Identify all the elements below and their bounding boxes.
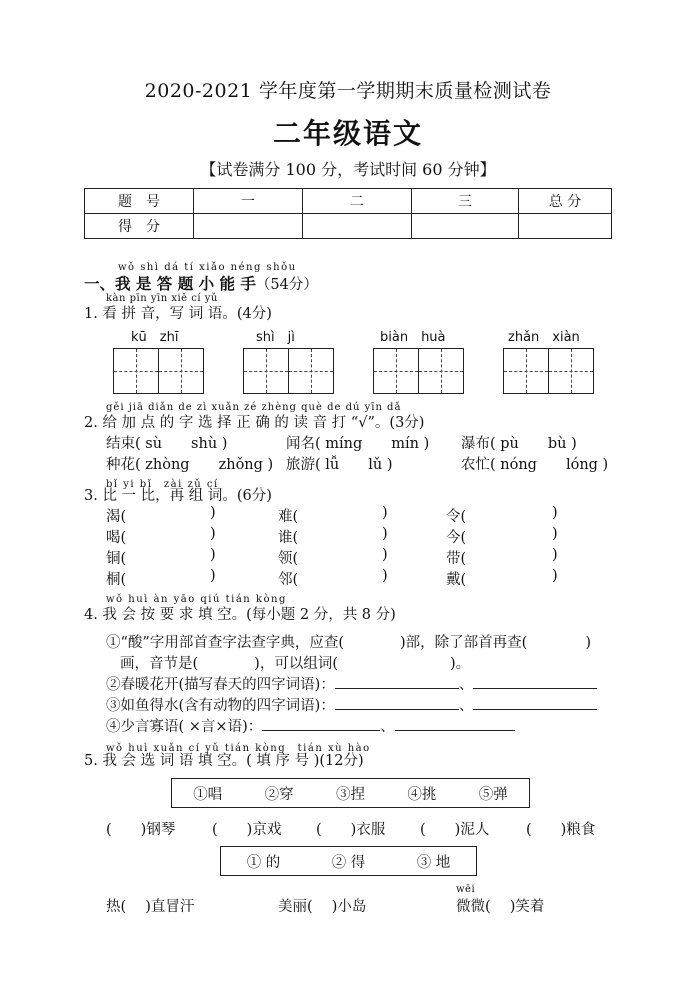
- q3-text: 3. 比 一 比，再 组 词。(6分): [84, 488, 272, 504]
- table-cell: 二: [303, 189, 412, 214]
- table-row: [85, 214, 612, 239]
- q3-item[interactable]: 桐(: [106, 572, 127, 588]
- q5-pinyin: wǒ huì xuǎn cí yǔ tián kòng tián xù hào: [106, 743, 371, 754]
- q3-item[interactable]: 渴(: [106, 509, 127, 525]
- q3-close: ): [382, 568, 388, 584]
- q4-line4: ③如鱼得水(含有动物的四字词语)： 、: [106, 694, 597, 715]
- table-row: [85, 189, 612, 214]
- word-options-box: [171, 778, 530, 808]
- q3-item[interactable]: 令(: [446, 509, 467, 525]
- particle-option: ② 得: [331, 854, 366, 871]
- section1-points: （54分）: [255, 277, 318, 293]
- fill-item[interactable]: ( )泥人: [420, 822, 490, 838]
- q3-close: ): [210, 547, 216, 563]
- q1-pinyin: kàn pīn yīn xiě cí yǔ: [106, 293, 218, 304]
- writing-grid[interactable]: [113, 348, 204, 394]
- q3-close: ): [382, 526, 388, 542]
- answer-blank[interactable]: [473, 674, 597, 689]
- q3-close: ): [210, 505, 216, 521]
- writing-grid[interactable]: [243, 348, 334, 394]
- q3-close: ): [552, 547, 558, 563]
- q1-pinyin-word: biàn huà: [380, 330, 446, 345]
- exam-title: 2020-2021 学年度第一学期期末质量检测试卷: [144, 80, 552, 102]
- q2-option[interactable]: 旅游( lǚ lǔ ): [286, 457, 393, 473]
- answer-blank[interactable]: [262, 716, 380, 731]
- particle-options-box: [220, 846, 477, 876]
- word-option: ⑤弹: [478, 786, 508, 803]
- q3-close: ): [382, 547, 388, 563]
- q3-item[interactable]: 难(: [278, 509, 299, 525]
- table-cell: 题 号: [85, 189, 194, 214]
- q2-option[interactable]: 闻名( míng mín ): [286, 436, 430, 452]
- q4-line5: ④少言寡语( ×言×语)： 、: [106, 715, 515, 736]
- q2-pinyin: gěi jiā diǎn de zì xuǎn zé zhèng què de dú yīn dǎ: [106, 402, 402, 413]
- fill-item[interactable]: 微微( )笑着: [456, 899, 545, 915]
- fill-item[interactable]: ( )衣服: [316, 822, 386, 838]
- answer-blank[interactable]: [473, 695, 597, 710]
- q4-line3: ②春暖花开(描写春天的四字词语)： 、: [106, 673, 597, 694]
- q1-pinyin-word: kū zhī: [131, 330, 179, 345]
- writing-grid[interactable]: [373, 348, 464, 394]
- q3-close: ): [552, 505, 558, 521]
- q5-text: 5. 我 会 选 词 语 填 空。( 填 序 号 )(12分): [84, 753, 364, 769]
- q4-pinyin: wǒ huì àn yāo qiú tián kòng: [106, 594, 287, 605]
- word-option: ①唱: [193, 786, 223, 803]
- q1-text: 1. 看 拼 音，写 词 语。(4分): [84, 306, 272, 322]
- table-cell: 一: [194, 189, 303, 214]
- q3-item[interactable]: 铜(: [106, 551, 127, 567]
- particle-option: ③ 地: [416, 854, 451, 871]
- fill-item[interactable]: ( )京戏: [212, 822, 282, 838]
- word-option: ③捏: [335, 786, 365, 803]
- q3-close: ): [382, 505, 388, 521]
- q3-close: ): [552, 526, 558, 542]
- q2-option[interactable]: 结束( sù shù ): [106, 436, 228, 452]
- section1-title: 一、我 是 答 题 小 能 手: [84, 274, 256, 293]
- score-table: [84, 188, 612, 239]
- q3-close: ): [552, 568, 558, 584]
- score-field[interactable]: [519, 214, 612, 239]
- q4-line2: 画，音节是( )，可以组词( )。: [120, 656, 471, 672]
- section1-pinyin: wǒ shì dá tí xiǎo néng shǒu: [118, 262, 297, 273]
- q2-option[interactable]: 种花( zhòng zhǒng ): [106, 457, 274, 473]
- word-option: ④挑: [407, 786, 437, 803]
- q3-item[interactable]: 喝(: [106, 530, 127, 546]
- q2-option[interactable]: 农忙( nóng lóng ): [461, 457, 609, 473]
- section1-heading: [84, 272, 318, 294]
- score-field[interactable]: [412, 214, 519, 239]
- wei-pinyin: wēi: [456, 884, 476, 895]
- score-field[interactable]: [303, 214, 412, 239]
- table-cell: 三: [412, 189, 519, 214]
- writing-grid[interactable]: [503, 348, 594, 394]
- fill-item[interactable]: 美丽( )小岛: [278, 899, 367, 915]
- q3-item[interactable]: 领(: [278, 551, 299, 567]
- particle-option: ① 的: [246, 854, 281, 871]
- q4-text: 4. 我 会 按 要 求 填 空。(每小题 2 分，共 8 分): [84, 607, 396, 623]
- q3-close: ): [210, 526, 216, 542]
- q1-pinyin-word: zhǎn xiàn: [508, 330, 580, 345]
- fill-item[interactable]: 热( )直冒汗: [106, 899, 195, 915]
- fill-item[interactable]: ( )粮食: [526, 822, 596, 838]
- q2-text: 2. 给 加 点 的 字 选 择 正 确 的 读 音 打 “√”。(3分): [84, 415, 425, 431]
- q3-item[interactable]: 谁(: [278, 530, 299, 546]
- q3-item[interactable]: 带(: [446, 551, 467, 567]
- table-cell: 总 分: [519, 189, 612, 214]
- score-field[interactable]: [194, 214, 303, 239]
- answer-blank[interactable]: [395, 716, 515, 731]
- q3-item[interactable]: 邻(: [278, 572, 299, 588]
- q2-option[interactable]: 瀑布( pù bù ): [461, 436, 577, 452]
- q3-close: ): [210, 568, 216, 584]
- answer-blank[interactable]: [335, 695, 459, 710]
- word-option: ②穿: [264, 786, 294, 803]
- table-cell: 得 分: [85, 214, 194, 239]
- q1-pinyin-word: shì jì: [256, 330, 295, 345]
- fill-item[interactable]: ( )钢琴: [106, 822, 176, 838]
- answer-blank[interactable]: [335, 674, 459, 689]
- exam-note: 【试卷满分 100 分，考试时间 60 分钟】: [200, 160, 496, 179]
- q4-line1: ①“酸”字用部首查字法查字典，应查( )部，除了部首再查( ): [106, 635, 591, 651]
- q3-item[interactable]: 戴(: [446, 572, 467, 588]
- q3-pinyin: bǐ yi bǐ zài zǔ cí: [106, 479, 219, 490]
- subject-title: 二年级语文: [272, 117, 423, 150]
- q3-item[interactable]: 今(: [446, 530, 467, 546]
